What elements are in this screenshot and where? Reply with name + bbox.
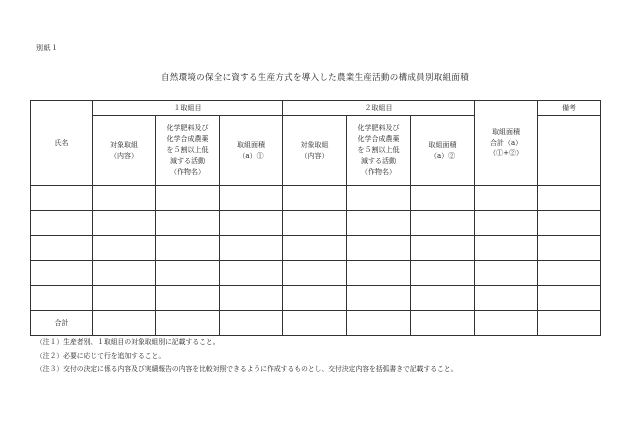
table-cell[interactable] — [156, 211, 220, 236]
table-cell[interactable] — [475, 186, 538, 211]
table-cell[interactable] — [475, 236, 538, 261]
table-cell[interactable] — [93, 236, 156, 261]
table-cell[interactable] — [220, 186, 283, 211]
table-cell[interactable] — [347, 261, 411, 286]
table-cell[interactable] — [347, 186, 411, 211]
table-cell[interactable] — [538, 211, 601, 236]
reduction2-header: 化学肥料及び 化学合成農薬 を５割以上低 減する活動 （作物名） — [347, 116, 411, 186]
table-cell[interactable] — [538, 286, 601, 311]
table-cell[interactable] — [31, 261, 93, 286]
table-cell[interactable] — [283, 236, 347, 261]
notes-section — [36, 336, 457, 377]
note-1: （注１）生産者別、１取組目の対象取組別に記載すること。 — [36, 338, 220, 346]
table-cell[interactable] — [475, 286, 538, 311]
table-cell[interactable] — [220, 236, 283, 261]
target2-header: 対象取組 （内容） — [283, 116, 347, 186]
table-cell[interactable] — [347, 211, 411, 236]
table-cell[interactable] — [220, 211, 283, 236]
table-cell[interactable] — [31, 286, 93, 311]
table-row — [31, 186, 601, 211]
table-cell[interactable] — [538, 186, 601, 211]
table-cell[interactable] — [93, 261, 156, 286]
table-cell[interactable] — [411, 261, 475, 286]
total-label: 合計 — [31, 311, 93, 336]
group1-header: １取組目 — [93, 101, 283, 116]
area1-header: 取組面積 （a）① — [220, 116, 283, 186]
table-cell[interactable] — [93, 286, 156, 311]
table-cell[interactable] — [156, 261, 220, 286]
table-cell[interactable] — [283, 211, 347, 236]
total-cell[interactable] — [538, 311, 601, 336]
attachment-label: 別紙１ — [36, 44, 59, 52]
table-cell[interactable] — [283, 286, 347, 311]
target1-header: 対象取組 （内容） — [93, 116, 156, 186]
table-cell[interactable] — [93, 186, 156, 211]
table-cell[interactable] — [411, 186, 475, 211]
table-cell[interactable] — [220, 261, 283, 286]
total-cell[interactable] — [220, 311, 283, 336]
note-2: （注２）必要に応じて行を追加すること。 — [36, 351, 166, 360]
table-cell[interactable] — [347, 286, 411, 311]
table-cell[interactable] — [475, 211, 538, 236]
table-cell[interactable] — [538, 236, 601, 261]
area2-header: 取組面積 （a）② — [411, 116, 475, 186]
table-cell[interactable] — [411, 286, 475, 311]
table-cell[interactable] — [156, 236, 220, 261]
table-cell[interactable] — [93, 211, 156, 236]
table-cell[interactable] — [31, 211, 93, 236]
remarks-subheader-blank — [538, 116, 601, 186]
area-table — [30, 100, 601, 336]
note-3: （注３）交付の決定に係る内容及び実績報告の内容を比較対照できるように作成するものとし、交付決定内容を括弧書きで記載すること。 — [36, 365, 458, 373]
group2-header: ２取組目 — [283, 101, 475, 116]
table-cell[interactable] — [156, 286, 220, 311]
table-cell[interactable] — [347, 236, 411, 261]
table-cell[interactable] — [283, 186, 347, 211]
total-cell[interactable] — [347, 311, 411, 336]
table-cell[interactable] — [156, 186, 220, 211]
total-cell[interactable] — [156, 311, 220, 336]
total-cell[interactable] — [283, 311, 347, 336]
table-cell[interactable] — [538, 261, 601, 286]
table-cell[interactable] — [31, 236, 93, 261]
table-cell[interactable] — [411, 211, 475, 236]
reduction1-header: 化学肥料及び 化学合成農薬 を５割以上低 減する活動 （作物名） — [156, 116, 220, 186]
document-title: 自然環境の保全に資する生産方式を導入した農業生産活動の構成員別取組面積 — [160, 73, 469, 83]
table-row — [31, 211, 601, 236]
remarks-header: 備考 — [538, 101, 601, 116]
area-total-header: 取組面積 合計（a） （①+②） — [475, 101, 538, 186]
table-cell[interactable] — [475, 261, 538, 286]
table-cell[interactable] — [31, 186, 93, 211]
total-cell[interactable] — [411, 311, 475, 336]
total-cell[interactable] — [93, 311, 156, 336]
table-row — [31, 261, 601, 286]
total-cell[interactable] — [475, 311, 538, 336]
name-header: 氏名 — [31, 101, 93, 186]
table-row — [31, 236, 601, 261]
table-cell[interactable] — [411, 236, 475, 261]
table-cell[interactable] — [283, 261, 347, 286]
table-cell[interactable] — [220, 286, 283, 311]
table-row — [31, 286, 601, 311]
